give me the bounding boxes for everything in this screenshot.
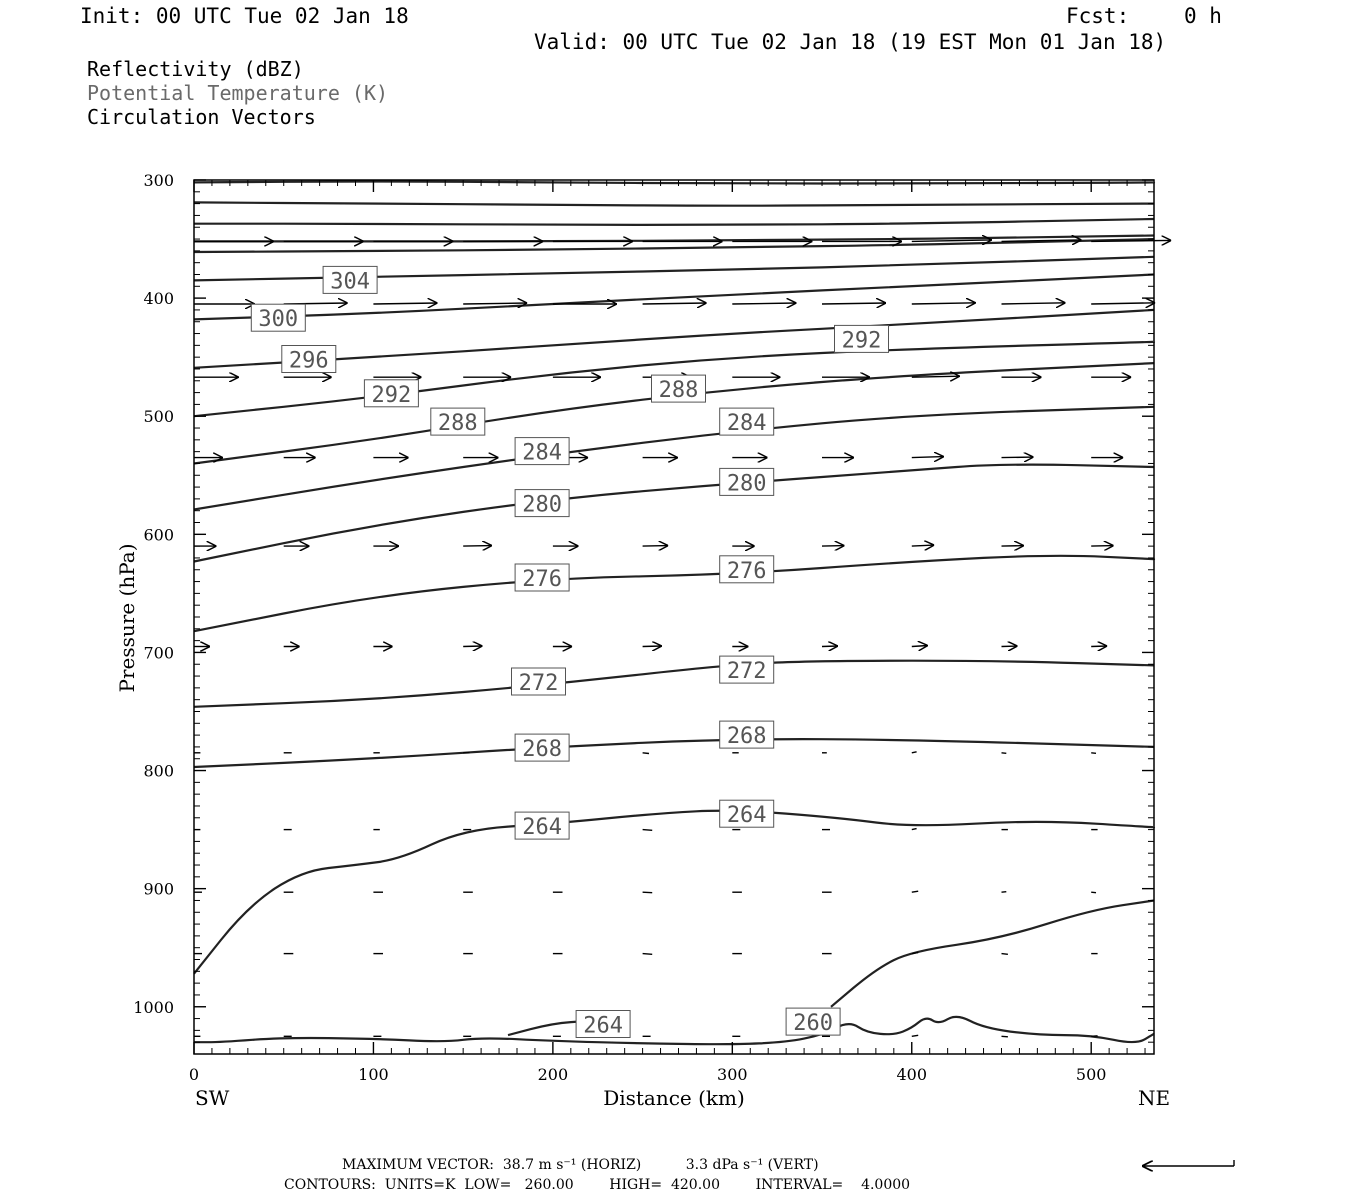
circulation-vector (912, 376, 960, 377)
circulation-vector (1002, 646, 1018, 647)
y-tick-label: 500 (143, 407, 174, 427)
contour-label: 288 (437, 411, 478, 437)
forecast-label: Fcst: (1066, 4, 1130, 28)
contour-label: 276 (522, 567, 562, 592)
y-tick-label: 800 (143, 761, 174, 781)
circulation-vector (1091, 1036, 1097, 1037)
theta-contour-line (194, 739, 1154, 767)
x-end-label-ne: NE (1138, 1086, 1171, 1110)
theta-contour-line (194, 1017, 1154, 1044)
circulation-vector (1002, 546, 1024, 547)
contour-label: 264 (726, 803, 767, 829)
circulation-vector (373, 303, 437, 304)
x-tick-label: 400 (896, 1065, 928, 1084)
circulation-vector (912, 953, 918, 954)
contour-label: 304 (330, 269, 370, 295)
circulation-vector (912, 1035, 918, 1036)
theta-contour-line (194, 465, 1154, 562)
contour-label: 296 (288, 348, 329, 374)
circulation-vector (912, 752, 917, 753)
circulation-vector (1002, 303, 1066, 304)
theta-contour-line (831, 901, 1154, 1007)
contour-label: 268 (522, 737, 562, 763)
plot-frame (194, 180, 1154, 1054)
circulation-vector (912, 891, 918, 892)
theta-contour-line (194, 811, 1154, 974)
theta-contour-line (194, 236, 1154, 242)
circulation-vector (643, 753, 649, 754)
circulation-vector (912, 829, 917, 830)
circulation-vector (643, 646, 662, 647)
circulation-vector (1091, 303, 1155, 304)
contour-label: 284 (726, 411, 767, 437)
theta-contour-line (194, 202, 1154, 205)
contour-label: 272 (518, 671, 559, 696)
contour-label: 264 (522, 815, 562, 841)
circulation-vector (463, 303, 527, 304)
theta-contour-line (194, 310, 1154, 368)
circulation-vector (643, 892, 653, 893)
legend-reflectivity: Reflectivity (dBZ) (87, 57, 304, 81)
legend-circulation-vectors: Circulation Vectors (87, 105, 316, 129)
circulation-vector (822, 646, 838, 647)
contour-labels (251, 266, 888, 1038)
y-tick-label: 400 (143, 289, 174, 309)
contour-label: 280 (522, 492, 562, 518)
contour-label: 280 (726, 471, 767, 497)
contour-info: CONTOURS: UNITS=K LOW= 260.00 HIGH= 420.00 INTERVAL= 4.0000 (284, 1177, 911, 1193)
circulation-vector (912, 457, 944, 458)
contour-label: 268 (726, 724, 767, 750)
y-tick-label: 1000 (133, 997, 174, 1017)
circulation-vector (643, 303, 707, 304)
circulation-vector (822, 303, 886, 304)
circulation-vector (643, 954, 653, 955)
x-tick-label: 100 (358, 1065, 389, 1084)
circulation-vector (1091, 646, 1107, 647)
y-tick-label: 600 (143, 525, 174, 545)
circulation-vector (822, 546, 844, 547)
contour-label: 288 (658, 378, 699, 404)
x-tick-label: 200 (537, 1065, 569, 1084)
contour-label: 260 (793, 1011, 833, 1037)
circulation-vector (732, 303, 796, 304)
circulation-vector (1091, 240, 1171, 241)
x-end-label-sw: SW (195, 1086, 230, 1110)
circulation-vector (1002, 892, 1007, 893)
circulation-vector (643, 830, 653, 831)
y-tick-label: 700 (143, 643, 174, 663)
circulation-vector (643, 546, 669, 547)
circulation-vector (463, 646, 482, 647)
circulation-vector (912, 240, 992, 242)
contour-label: 284 (522, 440, 562, 466)
x-tick-label: 500 (1075, 1065, 1107, 1084)
contour-label: 272 (726, 659, 767, 685)
theta-contour-line (194, 661, 1154, 707)
contour-label: 292 (841, 328, 882, 354)
contour-label: 276 (726, 558, 767, 584)
circulation-vector (912, 303, 976, 304)
theta-contours (194, 182, 1154, 1045)
circulation-vector (912, 545, 934, 546)
theta-contour-line (194, 219, 1154, 225)
theta-contour-line (194, 556, 1154, 631)
y-tick-label: 300 (143, 171, 174, 190)
circulation-vector (912, 646, 928, 647)
valid-time: Valid: 00 UTC Tue 02 Jan 18 (19 EST Mon 01 Jan 18) (534, 30, 1167, 54)
y-tick-label: 900 (143, 879, 174, 899)
contour-label: 264 (583, 1013, 623, 1039)
contour-label: 292 (371, 382, 412, 408)
circulation-vector (1091, 753, 1096, 754)
circulation-vector (1002, 1036, 1008, 1037)
legend-potential-temperature: Potential Temperature (K) (87, 81, 389, 105)
x-tick-label: 300 (717, 1065, 748, 1084)
max-vector-info: MAXIMUM VECTOR: 38.7 m s⁻¹ (HORIZ) 3.3 dPa s⁻¹ (VERT) (342, 1157, 819, 1173)
y-axis-title: Pressure (hPa) (115, 543, 139, 693)
circulation-vector (1002, 954, 1008, 955)
circulation-vector (1002, 457, 1034, 458)
circulation-vector (463, 546, 492, 547)
circulation-vector (1091, 546, 1113, 547)
init-time: Init: 00 UTC Tue 02 Jan 18 (80, 4, 409, 28)
circulation-vector (1091, 892, 1096, 893)
x-axis-title: Distance (km) (603, 1086, 745, 1110)
contour-label: 300 (258, 307, 299, 333)
forecast-hour: 0 h (1184, 4, 1222, 28)
circulation-vector (1002, 753, 1007, 754)
x-tick-label: 0 (188, 1065, 200, 1084)
